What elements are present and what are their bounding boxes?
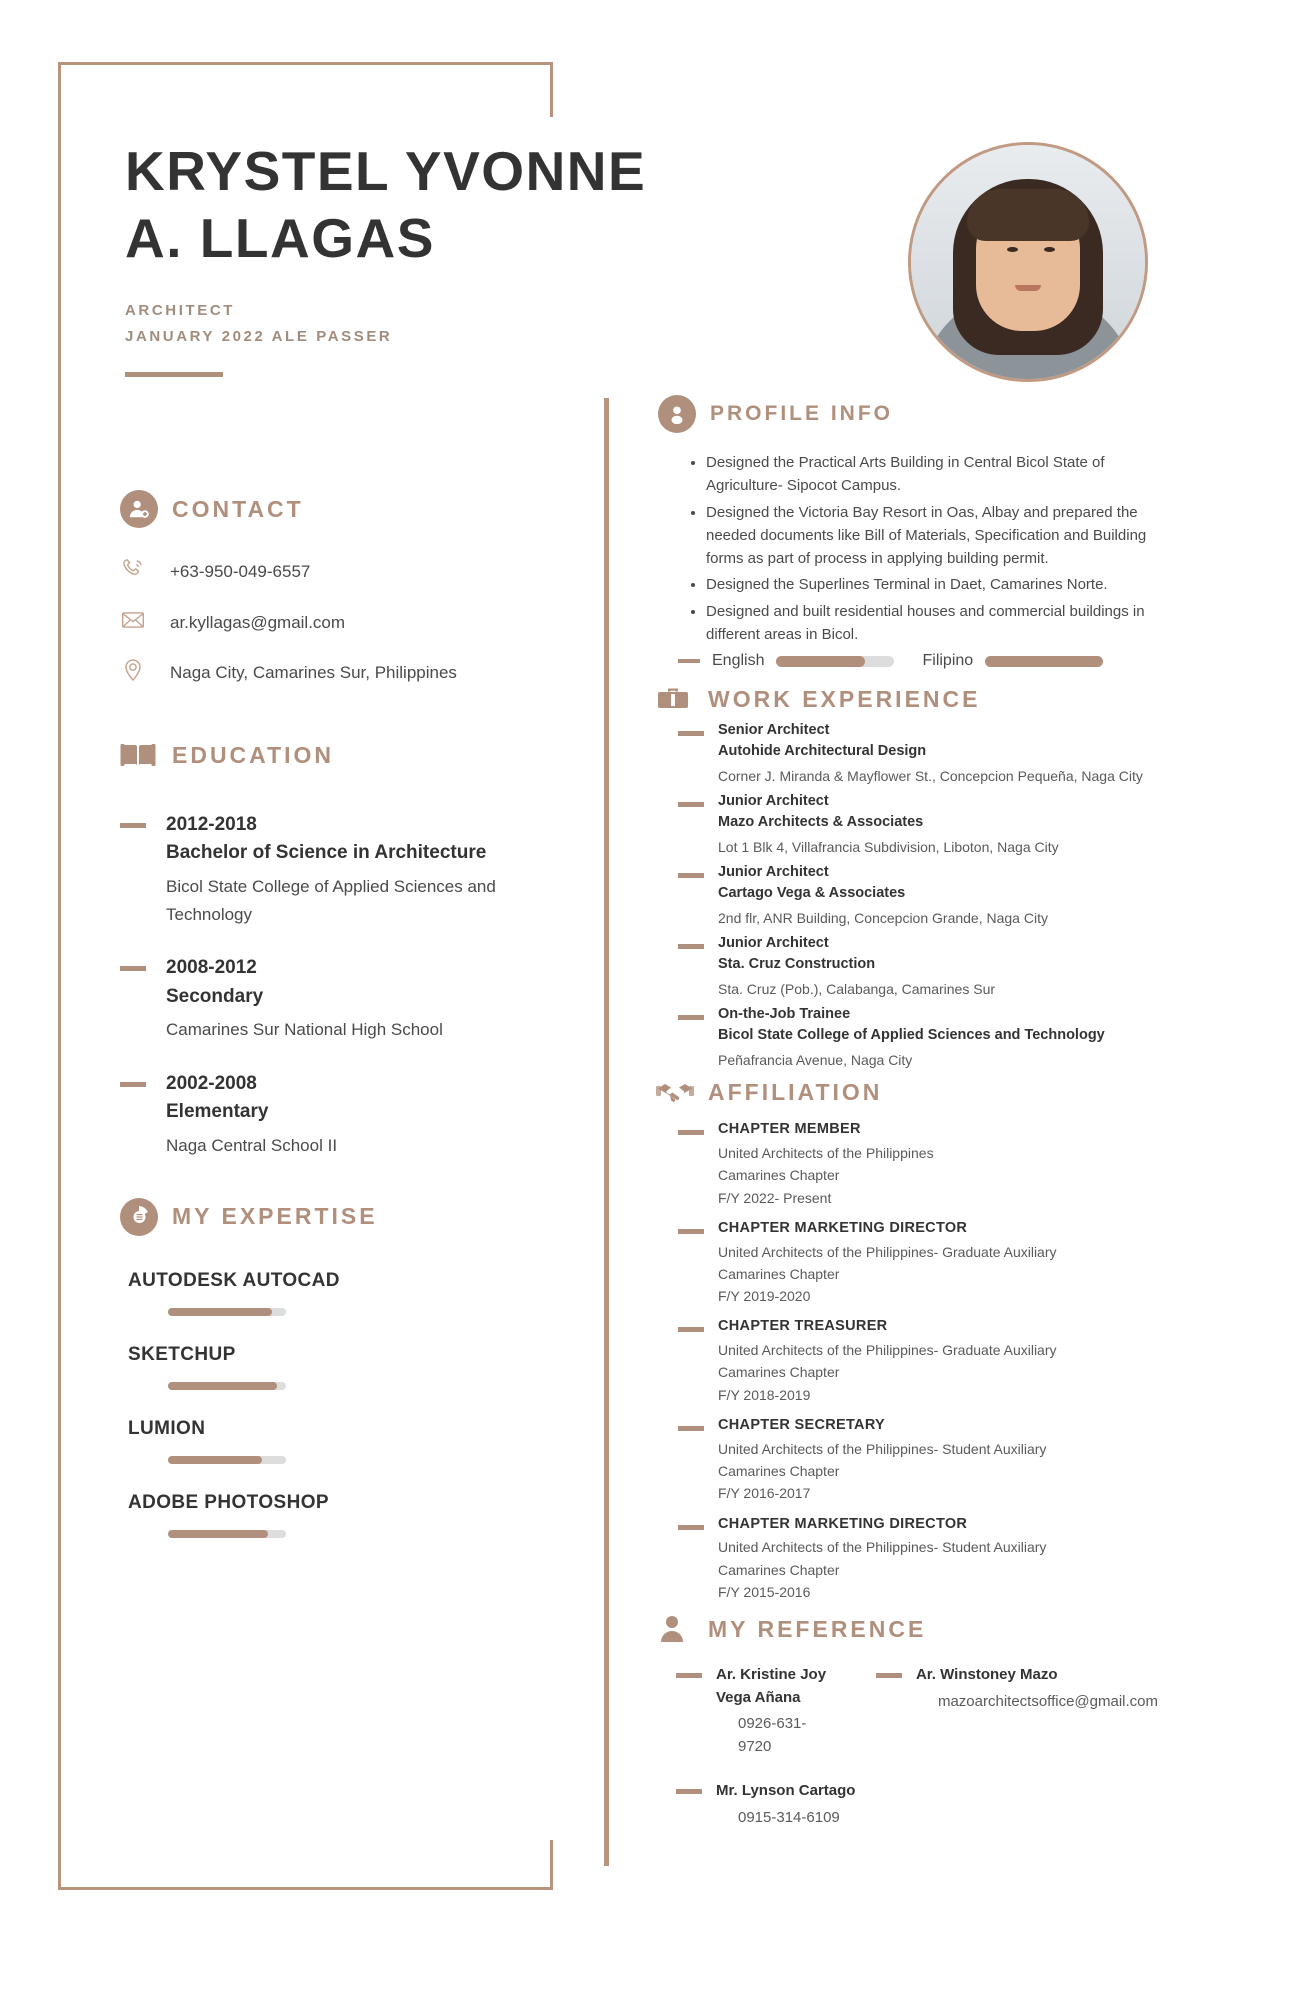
affiliation-list bbox=[678, 1119, 1158, 1602]
work-heading-label: WORK EXPERIENCE bbox=[708, 685, 981, 712]
reference-contact[interactable]: mazoarchitectsoffice@gmail.com bbox=[937, 1692, 1158, 1710]
contact-location-row bbox=[120, 659, 540, 687]
expertise-heading-label: MY EXPERTISE bbox=[172, 1203, 378, 1230]
bullet-dash bbox=[676, 1673, 702, 1678]
affiliation-term: F/Y 2022- Present bbox=[718, 1189, 832, 1206]
bullet-dash bbox=[678, 1426, 704, 1431]
affiliation-section-heading bbox=[656, 1075, 1158, 1109]
work-address: Corner J. Miranda & Mayflower St., Concepcion Pequeña, Naga City bbox=[718, 768, 1143, 785]
bullet-dash bbox=[678, 873, 704, 878]
affiliation-term: F/Y 2015-2016 bbox=[718, 1584, 811, 1601]
list-item bbox=[128, 1418, 540, 1464]
list-item bbox=[678, 862, 1158, 931]
work-role: On-the-Job Trainee bbox=[718, 1006, 851, 1023]
reference-contact[interactable]: 0926-631-9720 bbox=[738, 1715, 807, 1755]
list-item: • Designed the Victoria Bay Resort in Oas, Albay and prepared the needed documents like Bill of Materials, Specification and Building forms as part of process in applying building permit. bbox=[706, 501, 1158, 571]
work-address: 2nd flr, ANR Building, Concepcion Grande, Naga City bbox=[718, 910, 1048, 927]
header-rule bbox=[125, 372, 223, 377]
affiliation-role: CHAPTER TREASURER bbox=[718, 1318, 888, 1335]
work-role: Senior Architect bbox=[718, 722, 830, 738]
skill-progress-track bbox=[168, 1308, 286, 1316]
profile-section-heading bbox=[658, 395, 1158, 433]
skill-progress-fill bbox=[168, 1308, 272, 1316]
avatar-portrait bbox=[911, 145, 1145, 379]
bullet-dash bbox=[676, 1789, 702, 1794]
profession-label: ARCHITECT bbox=[125, 302, 236, 320]
affiliation-chapter: Camarines Chapter bbox=[718, 1463, 840, 1480]
work-address: Sta. Cruz (Pob.), Calabanga, Camarines Sur bbox=[718, 981, 996, 998]
reference-name: Ar. Winstoney Mazo bbox=[915, 1666, 1058, 1684]
profile-bullet-list bbox=[706, 451, 1158, 646]
bullet-dash bbox=[678, 731, 704, 736]
reference-list bbox=[676, 1664, 1158, 1829]
decorative-frame-bottom bbox=[400, 1887, 553, 1890]
affiliation-role: CHAPTER MEMBER bbox=[718, 1121, 861, 1138]
contact-heading-label: CONTACT bbox=[172, 495, 304, 522]
affiliation-chapter: Camarines Chapter bbox=[718, 1364, 840, 1381]
affiliation-term: F/Y 2019-2020 bbox=[718, 1288, 811, 1305]
list-item bbox=[678, 1316, 1158, 1405]
bullet-dash bbox=[876, 1673, 902, 1678]
education-degree: Secondary bbox=[166, 985, 264, 1007]
education-heading-label: EDUCATION bbox=[172, 742, 335, 769]
list-item bbox=[678, 1119, 1158, 1208]
list-item bbox=[120, 954, 540, 1044]
list-item bbox=[678, 1415, 1158, 1504]
list-item: • Designed and built residential houses and commercial buildings in different areas in Bicol. bbox=[706, 600, 1158, 647]
list-item bbox=[678, 933, 1158, 1002]
language-progress-fill bbox=[776, 656, 865, 667]
bullet-dash bbox=[678, 944, 704, 949]
education-school: Camarines Sur National High School bbox=[166, 1020, 443, 1040]
bullet-dash bbox=[678, 1130, 704, 1135]
list-item bbox=[676, 1664, 832, 1758]
list-item bbox=[128, 1270, 540, 1316]
work-role: Junior Architect bbox=[718, 864, 829, 881]
reference-name: Ar. Kristine Joy Vega Añana bbox=[716, 1666, 827, 1706]
education-degree: Bachelor of Science in Architecture bbox=[166, 842, 487, 864]
resume-header bbox=[125, 138, 765, 377]
skill-label: ADOBE PHOTOSHOP bbox=[128, 1491, 329, 1513]
skill-label: LUMION bbox=[128, 1417, 206, 1439]
profile-heading-label: PROFILE INFO bbox=[710, 402, 893, 425]
bullet-dash bbox=[678, 1525, 704, 1530]
envelope-icon bbox=[120, 607, 148, 635]
open-book-icon bbox=[120, 739, 158, 773]
skill-progress-fill bbox=[168, 1382, 277, 1390]
work-role: Junior Architect bbox=[718, 935, 829, 952]
affiliation-org: United Architects of the Philippines bbox=[718, 1144, 934, 1161]
skill-list bbox=[120, 1270, 540, 1538]
bullet-dash bbox=[678, 659, 700, 663]
reference-section-heading bbox=[656, 1612, 1158, 1646]
education-years: 2008-2012 bbox=[166, 957, 257, 979]
education-section-heading bbox=[120, 739, 540, 773]
handshake-icon bbox=[656, 1075, 694, 1109]
location-pin-icon bbox=[120, 657, 148, 685]
bullet-dash bbox=[678, 1015, 704, 1020]
decorative-frame-corner-top-right bbox=[550, 62, 553, 117]
reference-row bbox=[676, 1664, 1158, 1758]
person-icon bbox=[656, 1612, 694, 1646]
skills-chart-icon bbox=[120, 1198, 158, 1236]
affiliation-heading-label: AFFILIATION bbox=[708, 1078, 883, 1105]
reference-name: Mr. Lynson Cartago bbox=[716, 1782, 856, 1800]
skill-progress-track bbox=[168, 1382, 286, 1390]
bullet-dash bbox=[678, 1327, 704, 1332]
affiliation-chapter: Camarines Chapter bbox=[718, 1167, 840, 1184]
list-item bbox=[678, 720, 1158, 789]
work-section-heading bbox=[656, 682, 1158, 716]
reference-row bbox=[676, 1780, 1158, 1829]
list-item bbox=[876, 1664, 1158, 1758]
language-progress-track bbox=[776, 656, 894, 667]
language-row bbox=[678, 652, 1158, 670]
work-company: Cartago Vega & Associates bbox=[718, 885, 906, 902]
list-item bbox=[120, 811, 540, 928]
phone-value[interactable]: +63-950-049-6557 bbox=[170, 562, 311, 581]
education-years: 2012-2018 bbox=[166, 813, 257, 835]
affiliation-org: United Architects of the Philippines- Graduate Auxiliary bbox=[718, 1342, 1057, 1359]
list-item bbox=[128, 1492, 540, 1538]
education-school: Naga Central School II bbox=[166, 1136, 338, 1156]
credential-label: JANUARY 2022 ALE PASSER bbox=[125, 327, 393, 345]
skill-progress-track bbox=[168, 1530, 286, 1538]
decorative-frame-top bbox=[400, 62, 553, 65]
avatar bbox=[908, 142, 1148, 382]
language-progress-track bbox=[985, 656, 1103, 667]
expertise-section-heading bbox=[120, 1198, 540, 1236]
work-company: Sta. Cruz Construction bbox=[718, 956, 876, 973]
education-degree: Elementary bbox=[166, 1101, 269, 1123]
list-item bbox=[678, 1004, 1158, 1073]
list-item bbox=[678, 791, 1158, 860]
affiliation-term: F/Y 2016-2017 bbox=[718, 1485, 811, 1502]
person-circle-icon bbox=[658, 395, 696, 433]
contact-phone-row bbox=[120, 558, 540, 586]
affiliation-role: CHAPTER SECRETARY bbox=[718, 1417, 886, 1434]
skill-progress-fill bbox=[168, 1530, 268, 1538]
reference-contact[interactable]: 0915-314-6109 bbox=[738, 1808, 840, 1826]
education-school: Bicol State College of Applied Sciences and Technology bbox=[166, 876, 496, 924]
bullet-dash bbox=[120, 823, 146, 828]
language-progress-fill bbox=[985, 656, 1103, 667]
affiliation-role: CHAPTER MARKETING DIRECTOR bbox=[718, 1515, 968, 1532]
skill-label: AUTODESK AUTOCAD bbox=[128, 1269, 340, 1291]
page-title-line1: KRYSTEL YVONNE bbox=[125, 140, 647, 202]
affiliation-role: CHAPTER MARKETING DIRECTOR bbox=[718, 1219, 968, 1236]
work-address: Peñafrancia Avenue, Naga City bbox=[718, 1052, 913, 1069]
education-list bbox=[120, 811, 540, 1160]
affiliation-chapter: Camarines Chapter bbox=[718, 1265, 840, 1282]
contact-list bbox=[120, 558, 540, 687]
phone-icon bbox=[120, 556, 148, 584]
bullet-dash bbox=[678, 802, 704, 807]
affiliation-org: United Architects of the Philippines- Student Auxiliary bbox=[718, 1440, 1047, 1457]
affiliation-org: United Architects of the Philippines- Student Auxiliary bbox=[718, 1539, 1047, 1556]
briefcase-icon bbox=[656, 682, 694, 716]
list-item bbox=[678, 1218, 1158, 1307]
affiliation-term: F/Y 2018-2019 bbox=[718, 1386, 811, 1403]
page-title-line2: A. LLAGAS bbox=[125, 207, 435, 270]
list-item bbox=[676, 1780, 855, 1829]
work-role: Junior Architect bbox=[718, 793, 829, 810]
skill-progress-track bbox=[168, 1456, 286, 1464]
language-label-filipino: Filipino bbox=[922, 652, 974, 669]
bullet-dash bbox=[120, 966, 146, 971]
left-column bbox=[120, 490, 540, 1566]
bullet-dash bbox=[120, 1082, 146, 1087]
list-item bbox=[120, 1070, 540, 1160]
list-item: • Designed the Practical Arts Building in Central Bicol State of Agriculture- Sipocot Campus. bbox=[706, 451, 1158, 498]
work-company: Autohide Architectural Design bbox=[718, 743, 927, 760]
contact-section-heading bbox=[120, 490, 540, 528]
list-item bbox=[678, 1514, 1158, 1603]
location-value: Naga City, Camarines Sur, Philippines bbox=[170, 663, 457, 683]
contact-email-row bbox=[120, 609, 540, 637]
list-item: • Designed the Superlines Terminal in Daet, Camarines Norte. bbox=[706, 573, 1158, 596]
work-experience-list bbox=[678, 720, 1158, 1073]
affiliation-chapter: Camarines Chapter bbox=[718, 1561, 840, 1578]
education-years: 2002-2008 bbox=[166, 1072, 257, 1094]
email-value[interactable]: ar.kyllagas@gmail.com bbox=[170, 612, 346, 632]
skill-progress-fill bbox=[168, 1456, 262, 1464]
decorative-frame-corner-bottom-right bbox=[550, 1840, 553, 1890]
language-label-english: English bbox=[712, 652, 765, 669]
work-company: Mazo Architects & Associates bbox=[718, 814, 924, 831]
list-item bbox=[128, 1344, 540, 1390]
skill-label: SKETCHUP bbox=[128, 1343, 236, 1365]
header-subtitle bbox=[125, 298, 765, 350]
work-address: Lot 1 Blk 4, Villafrancia Subdivision, Liboton, Naga City bbox=[718, 839, 1059, 856]
affiliation-org: United Architects of the Philippines- Graduate Auxiliary bbox=[718, 1243, 1057, 1260]
work-company: Bicol State College of Applied Sciences and Technology bbox=[718, 1027, 1105, 1044]
reference-heading-label: MY REFERENCE bbox=[708, 1615, 927, 1642]
bullet-dash bbox=[678, 1229, 704, 1234]
right-column bbox=[598, 395, 1158, 1851]
user-plus-icon bbox=[120, 490, 158, 528]
